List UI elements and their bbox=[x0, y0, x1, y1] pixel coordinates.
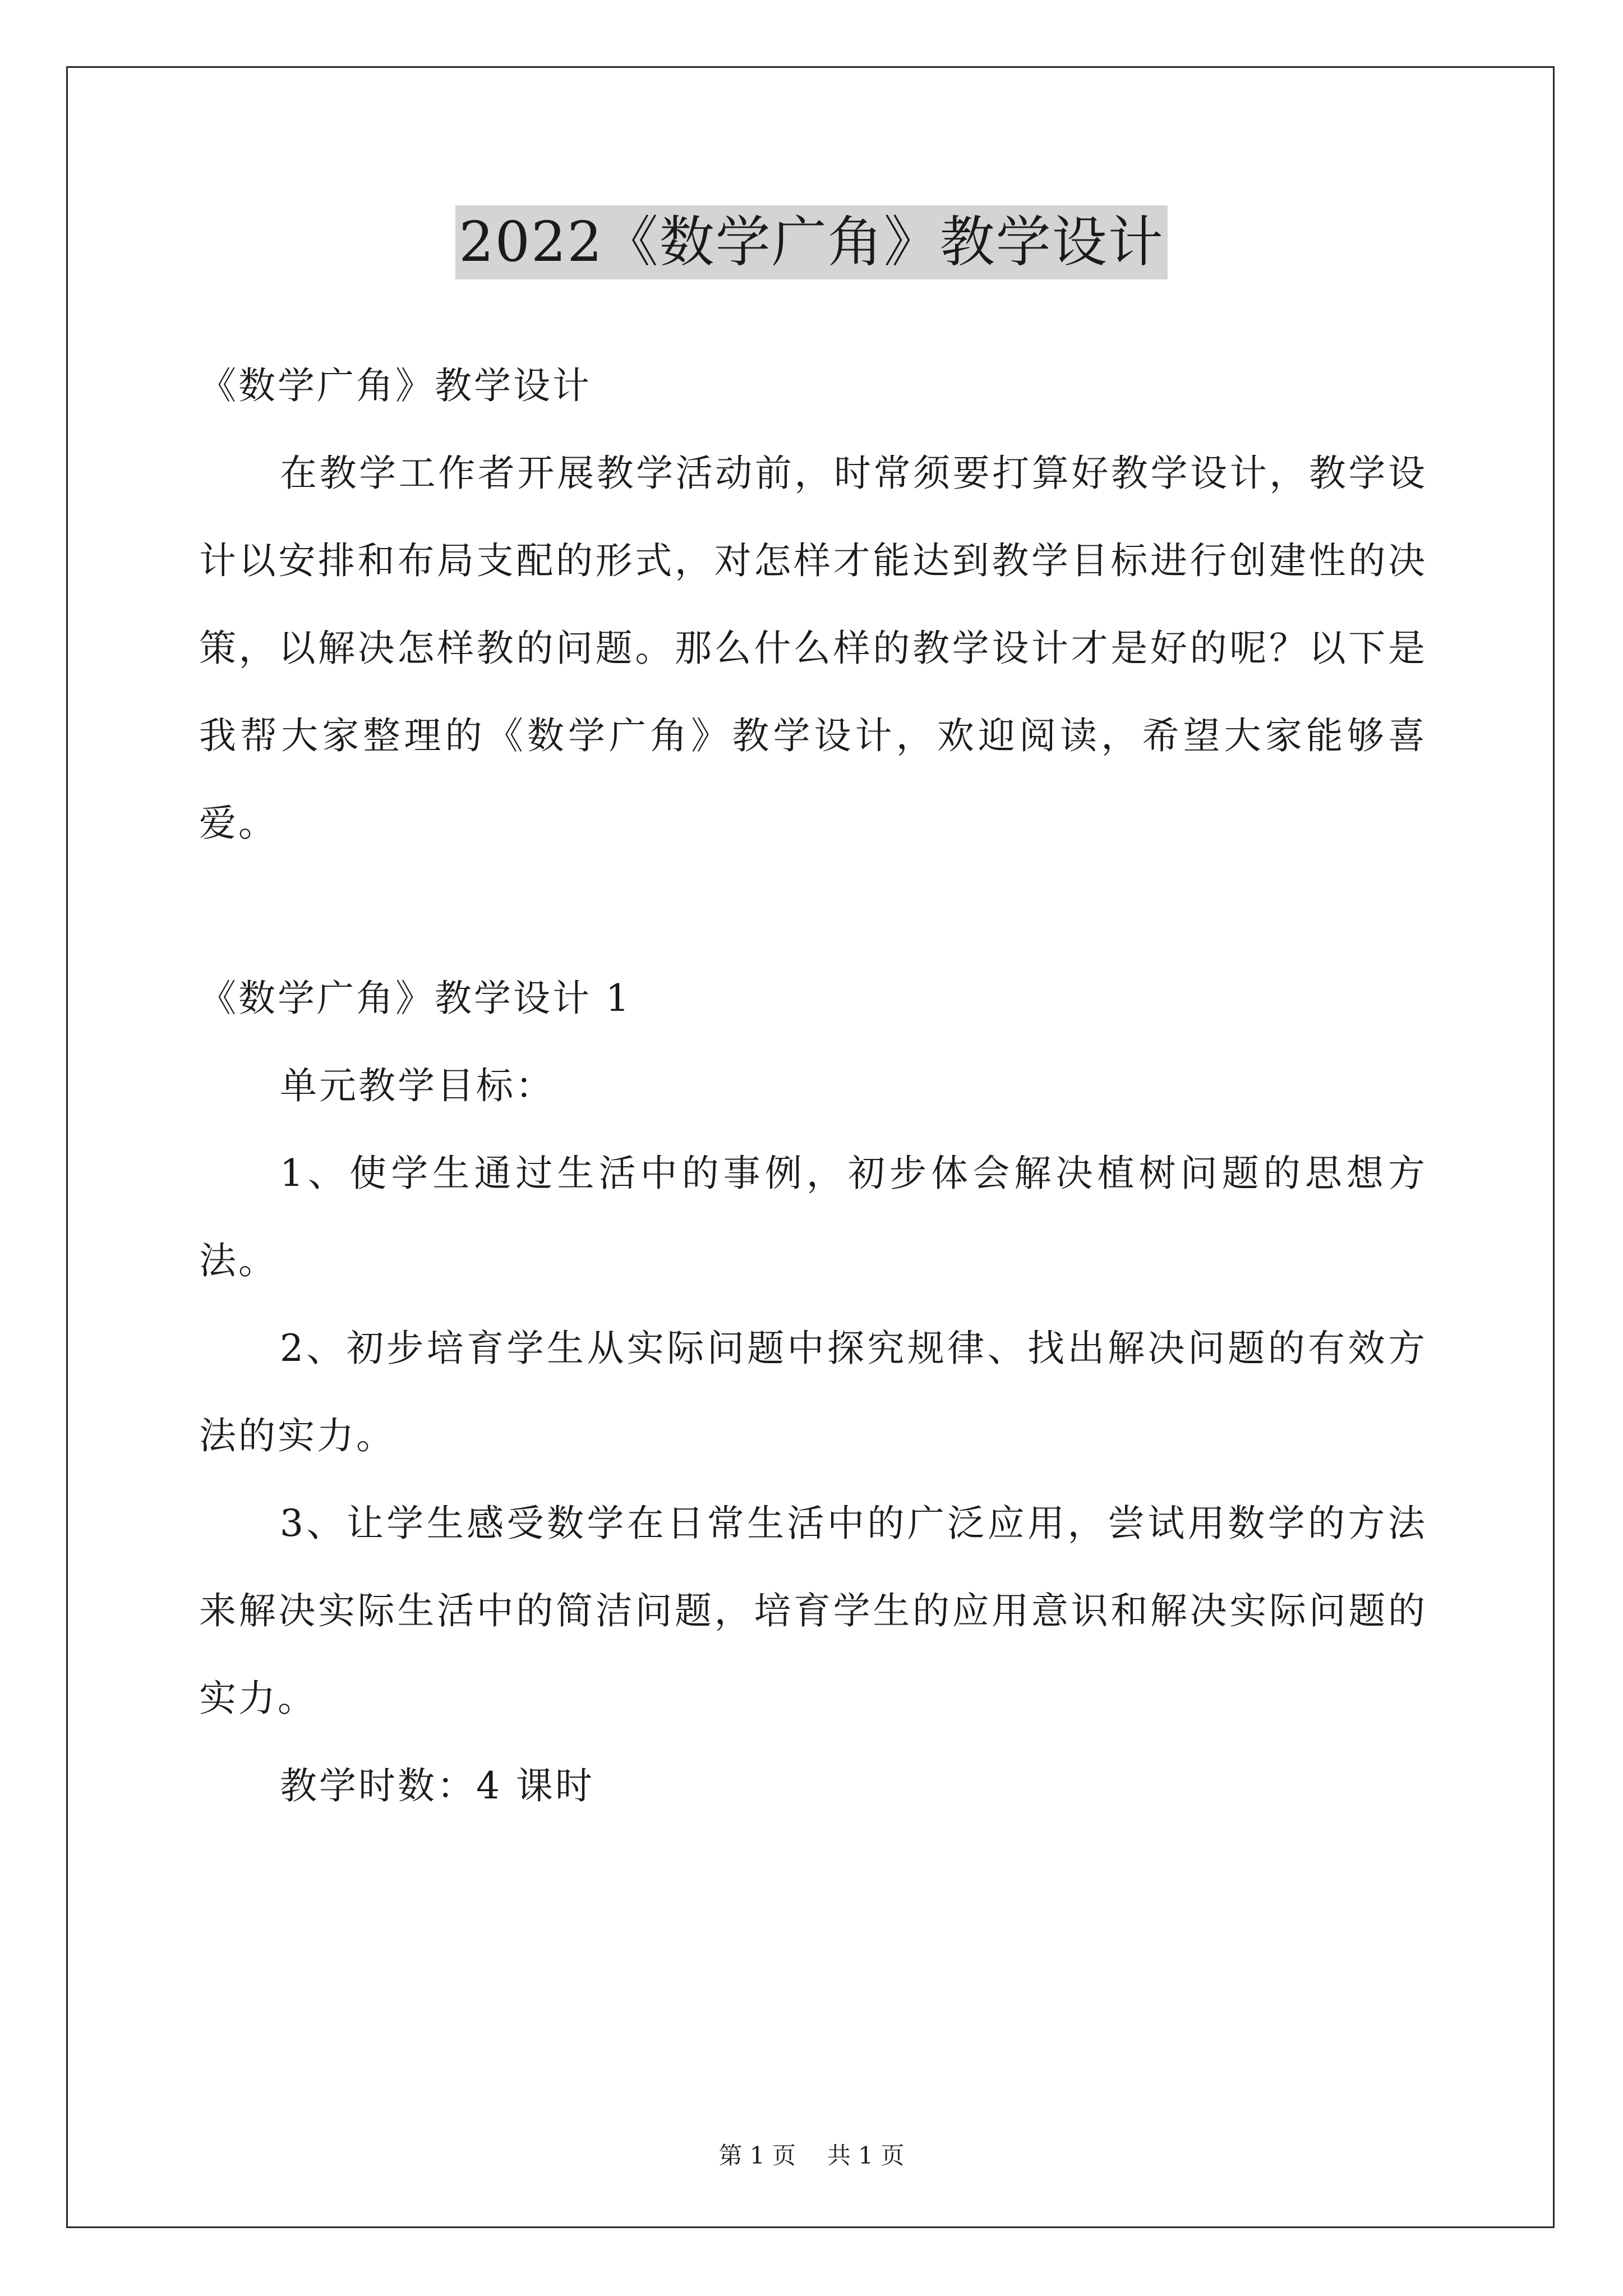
page-footer bbox=[0, 2137, 1623, 2171]
teaching-hours: 教学时数：4 课时 bbox=[280, 1764, 594, 1807]
goals-heading: 单元教学目标： bbox=[280, 1064, 555, 1107]
document-title: 2022《数学广角》教学设计 bbox=[455, 205, 1167, 279]
goal-item-2: 2、初步培育学生从实际问题中探究规律、找出解决问题的有效方法的实力。 bbox=[199, 1327, 1427, 1457]
intro-paragraph: 在教学工作者开展教学活动前，时常须要打算好教学设计，教学设计以安排和布局支配的形式，对怎样才能达到教学目标进行创建性的决策，以解决怎样教的问题。那么什么样的教学设计才是好的呢？以下是我帮大家整理的《数学广角》教学设计，欢迎阅读，希望大家能够喜爱。 bbox=[199, 452, 1427, 845]
document-body bbox=[199, 342, 1427, 1830]
goal-item-3: 3、让学生感受数学在日常生活中的广泛应用，尝试用数学的方法来解决实际生活中的简洁问题，培育学生的应用意识和解决实际问题的实力。 bbox=[199, 1502, 1427, 1720]
title-container bbox=[0, 205, 1623, 279]
section-title: 《数学广角》教学设计 1 bbox=[199, 977, 631, 1020]
page-number: 第 1 页 bbox=[718, 2142, 796, 2169]
goal-item-1: 1、使学生通过生活中的事例，初步体会解决植树问题的思想方法。 bbox=[199, 1152, 1427, 1282]
subtitle: 《数学广角》教学设计 bbox=[199, 364, 592, 407]
page-total: 共 1 页 bbox=[827, 2142, 905, 2169]
